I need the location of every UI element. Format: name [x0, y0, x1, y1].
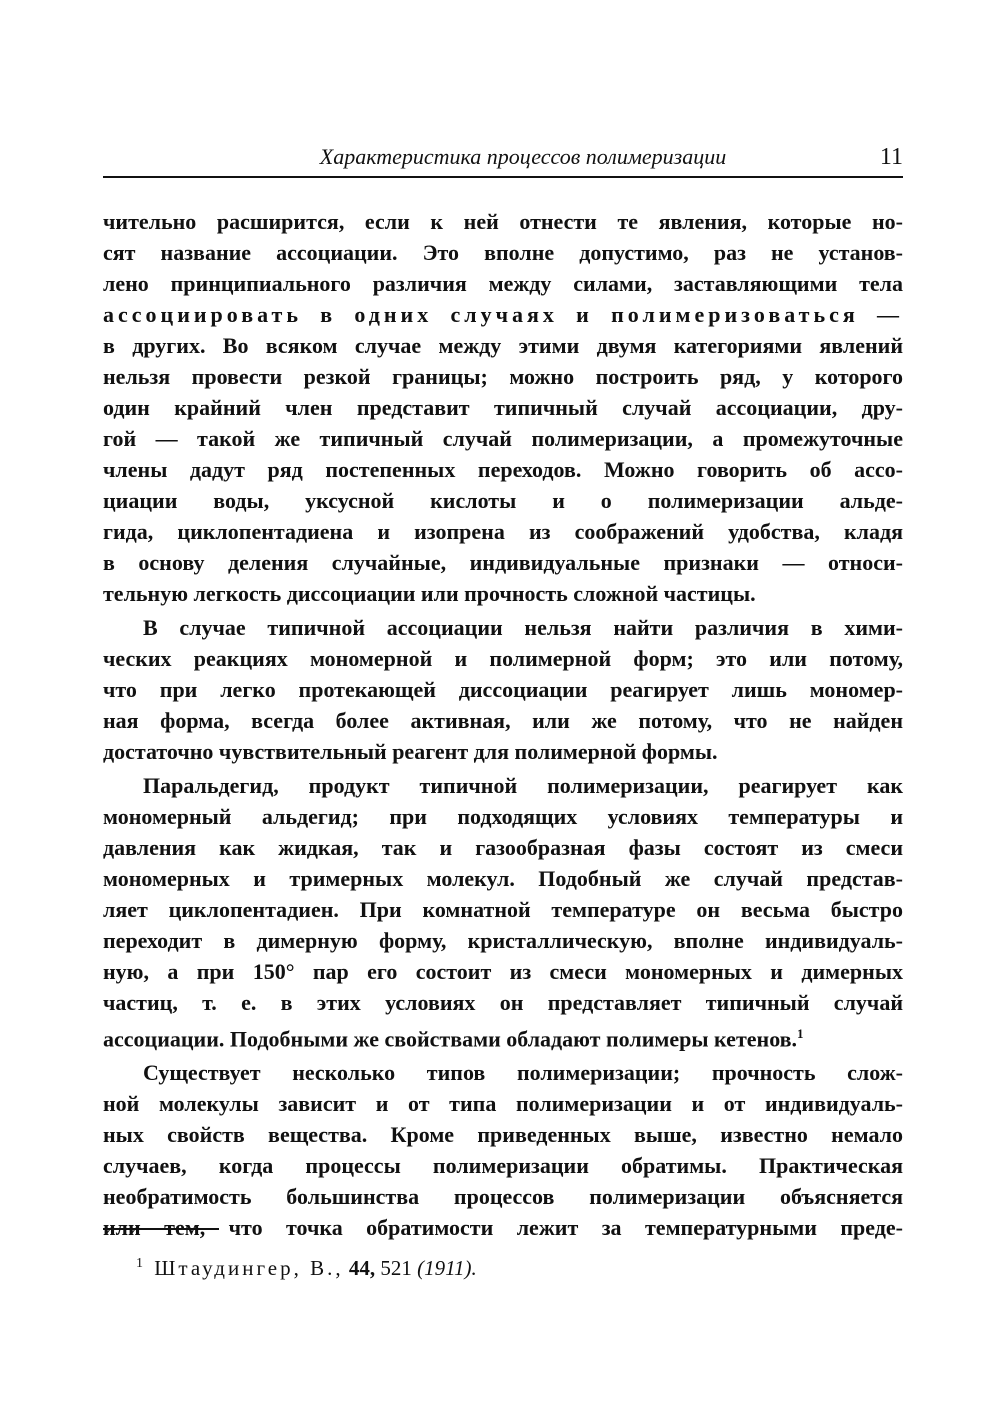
- text-line: давления как жидкая, так и газообразная фазы состоят из смеси: [103, 835, 903, 860]
- footnote-rule: [103, 1228, 219, 1230]
- page-number: 11: [879, 144, 903, 170]
- text-line: ассоциировать в одних случаях и полимеризоваться —: [103, 302, 903, 327]
- text-line: гида, циклопентадиена и изопрена из соображений удобства, кладя: [103, 519, 903, 544]
- text-line: что при легко протекающей диссоциации реагирует лишь мономер-: [103, 677, 903, 702]
- text-line: ассоциации. Подобными же свойствами обладают полимеры кетенов.: [103, 1026, 798, 1052]
- text-line: достаточно чувствительный реагент для полимерной формы.: [103, 739, 718, 764]
- text-line: переходит в димерную форму, кристаллическую, вполне индивидуаль-: [103, 928, 903, 953]
- paragraph-1: [103, 206, 903, 609]
- text-line: мономерных и тримерных молекул. Подобный же случай представ-: [103, 866, 903, 891]
- header-rule: [103, 176, 903, 178]
- text-line: гой — такой же типичный случай полимеризации, а промежуточные: [103, 426, 903, 451]
- text-line: сят название ассоциации. Это вполне допустимо, раз не установ-: [103, 240, 903, 265]
- running-title: Характеристика процессов полимеризации: [319, 144, 727, 169]
- footnote-ref[interactable]: 1: [797, 1026, 804, 1041]
- text-line: частиц, т. е. в этих условиях он представляет типичный случай: [103, 990, 903, 1015]
- text-line-with-footnote: [103, 1018, 903, 1054]
- text-line: чительно расширится, если к ней отнести те явления, которые но-: [103, 209, 903, 234]
- text-line: Существует несколько типов полимеризации; прочность слож-: [143, 1060, 903, 1086]
- text-line: лено принципиального различия между силами, заставляющими тела: [103, 271, 903, 296]
- text-line: случаев, когда процессы полимеризации обратимы. Практическая: [103, 1153, 903, 1179]
- text-line: члены дадут ряд постепенных переходов. Можно говорить об ассо-: [103, 457, 903, 482]
- text-line: циации воды, уксусной кислоты и о полимеризации альде-: [103, 488, 903, 513]
- text-line: необратимость большинства процессов полимеризации объясняется: [103, 1184, 903, 1210]
- footnote-page: 521: [380, 1256, 412, 1280]
- text-line: ную, а при 150° пар его состоит из смеси мономерных и димерных: [103, 959, 903, 984]
- text-line: Паральдегид, продукт типичной полимеризации, реагирует как: [143, 773, 903, 798]
- text-line: ных свойств вещества. Кроме приведенных выше, известно немало: [103, 1122, 903, 1148]
- text-line: нельзя провести резкой границы; можно построить ряд, у которого: [103, 364, 903, 389]
- body-text: [103, 206, 903, 1243]
- text-line: ляет циклопентадиен. При комнатной температуре он весьма быстро: [103, 897, 903, 922]
- text-line: в других. Во всяком случае между этими двумя категориями явлений: [103, 333, 903, 358]
- running-head: [103, 142, 903, 176]
- text-line: ная форма, всегда более активная, или же потому, что не найден: [103, 708, 903, 733]
- footnote-year: (1911).: [417, 1256, 477, 1280]
- footnote-author: Штаудингер, В.,: [154, 1256, 344, 1280]
- paragraph-3: [103, 770, 903, 1054]
- paragraph-2: [103, 612, 903, 767]
- footnote-mark: 1: [136, 1256, 143, 1271]
- footnote: [136, 1250, 477, 1282]
- paragraph-4: [103, 1057, 903, 1243]
- text-line: ческих реакциях мономерной и полимерной форм; это или потому,: [103, 646, 903, 671]
- footnote-volume: 44,: [348, 1256, 376, 1280]
- text-line: один крайний член представит типичный случай ассоциации, дру-: [103, 395, 903, 420]
- text-line: в основу деления случайные, индивидуальные признаки — относи-: [103, 550, 903, 575]
- text-line: ной молекулы зависит и от типа полимеризации и от индивидуаль-: [103, 1091, 903, 1117]
- text-line: В случае типичной ассоциации нельзя найти различия в хими-: [143, 615, 903, 640]
- text-line: или тем, что точка обратимости лежит за температурными преде-: [103, 1215, 903, 1241]
- text-line: мономерный альдегид; при подходящих условиях температуры и: [103, 804, 903, 829]
- text-line: тельную легкость диссоциации или прочность сложной частицы.: [103, 581, 756, 606]
